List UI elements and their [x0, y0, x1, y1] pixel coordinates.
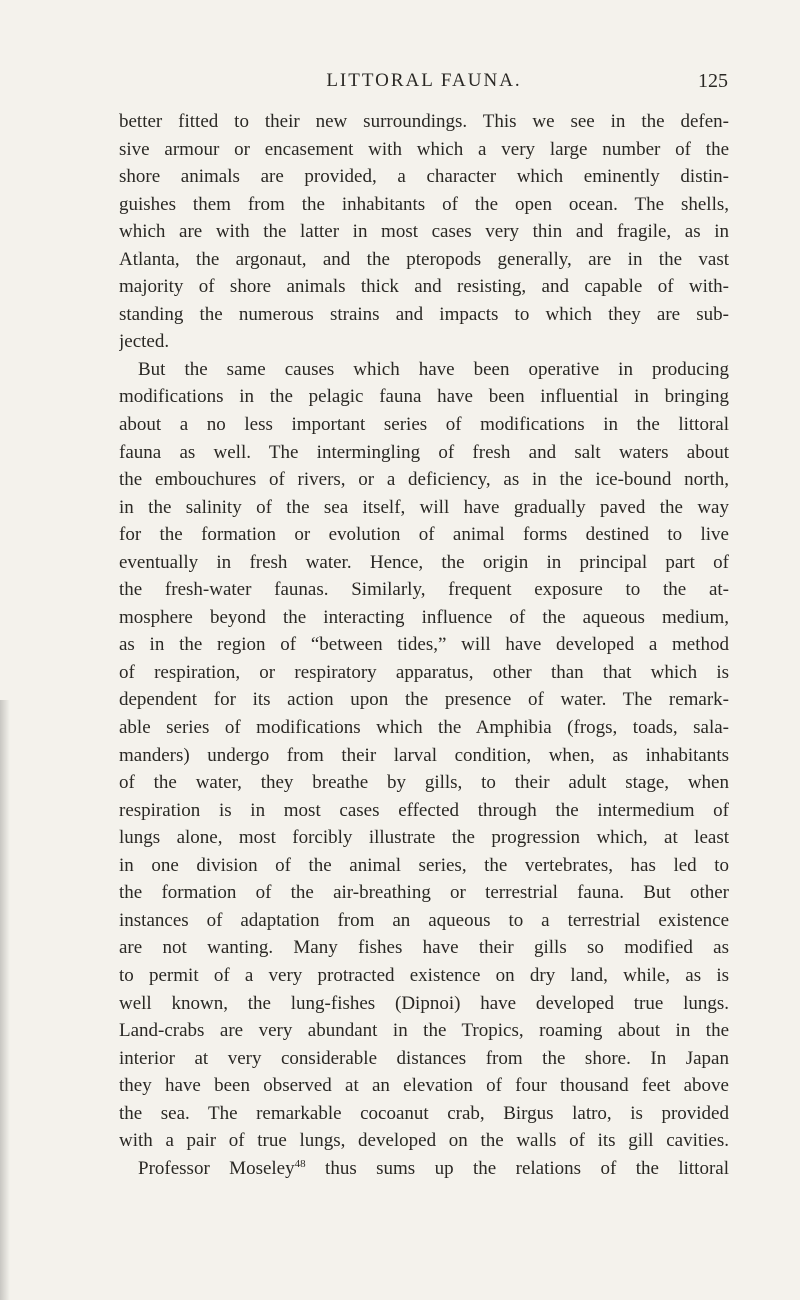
text-line: better fitted to their new surroundings. This we see in the defen-: [119, 111, 729, 132]
text-line: But the same causes which have been operative in producing: [138, 358, 729, 380]
text-line: manders) undergo from their larval condition, when, as inhabitants: [119, 744, 729, 766]
text-line: modifications in the pelagic fauna have been influential in bringing: [119, 386, 729, 408]
text-line: well known, the lung-fishes (Dipnoi) have developed true lungs.: [119, 992, 729, 1014]
text-line: as in the region of “between tides,” will have developed a method: [119, 634, 729, 656]
text-line: of the water, they breathe by gills, to their adult stage, when: [119, 772, 729, 794]
text-line: respiration is in most cases effected through the intermedium of: [119, 799, 729, 821]
text-line: in one division of the animal series, the vertebrates, has led to: [119, 854, 729, 876]
running-title: LITTORAL FAUNA.: [326, 70, 522, 91]
running-head: [120, 66, 728, 96]
text-line: the embouchures of rivers, or a deficiency, as in the ice-bound north,: [119, 469, 729, 491]
text-line: standing the numerous strains and impacts to which they are sub-: [119, 303, 729, 325]
text-line: to permit of a very protracted existence on dry land, while, as is: [119, 964, 729, 986]
text-line: the formation of the air-breathing or terrestrial fauna. But other: [119, 882, 729, 904]
text-fragment: thus sums up the relations of the littoral: [305, 1157, 729, 1179]
body-text: [119, 108, 729, 1182]
text-line: instances of adaptation from an aqueous to a terrestrial existence: [119, 909, 729, 931]
text-line-with-footnote: [119, 1155, 729, 1183]
text-line: lungs alone, most forcibly illustrate the progression which, at least: [119, 827, 729, 849]
text-line: they have been observed at an elevation of four thousand feet above: [119, 1075, 729, 1097]
text-line: Atlanta, the argonaut, and the pteropods generally, are in the vast: [119, 248, 729, 270]
page-edge-shadow: [0, 700, 10, 1300]
text-line: the sea. The remarkable cocoanut crab, Birgus latro, is provided: [119, 1102, 729, 1124]
text-line: which are with the latter in most cases very thin and fragile, as in: [119, 221, 729, 243]
text-line: shore animals are provided, a character which eminently distin-: [119, 166, 729, 188]
text-line: Land-crabs are very abundant in the Tropics, roaming about in the: [119, 1020, 729, 1042]
text-line: able series of modifications which the Amphibia (frogs, toads, sala-: [119, 717, 729, 739]
text-line: the fresh-water faunas. Similarly, frequent exposure to the at-: [119, 579, 729, 601]
text-line: are not wanting. Many fishes have their gills so modified as: [119, 937, 729, 959]
text-line: mosphere beyond the interacting influence of the aqueous medium,: [119, 606, 729, 628]
text-line: eventually in fresh water. Hence, the origin in principal part of: [119, 551, 729, 573]
text-line: about a no less important series of modifications in the littoral: [119, 414, 729, 436]
text-line: dependent for its action upon the presence of water. The remark-: [119, 689, 729, 711]
text-fragment: Professor Moseley: [138, 1157, 295, 1179]
page-number: 125: [698, 70, 728, 92]
text-line: fauna as well. The intermingling of fresh and salt waters about: [119, 441, 729, 463]
text-line: sive armour or encasement with which a very large number of the: [119, 138, 729, 160]
text-line: guishes them from the inhabitants of the open ocean. The shells,: [119, 193, 729, 215]
text-line: majority of shore animals thick and resisting, and capable of with-: [119, 276, 729, 298]
text-line: of respiration, or respiratory apparatus, other than that which is: [119, 661, 729, 683]
text-line: interior at very considerable distances from the shore. In Japan: [119, 1047, 729, 1069]
footnote-marker[interactable]: 48: [294, 1157, 306, 1170]
text-line: in the salinity of the sea itself, will have gradually paved the way: [119, 496, 729, 518]
text-line: for the formation or evolution of animal forms destined to live: [119, 524, 729, 546]
text-line: jected.: [119, 331, 170, 353]
text-line: with a pair of true lungs, developed on the walls of its gill cavities.: [119, 1130, 729, 1152]
